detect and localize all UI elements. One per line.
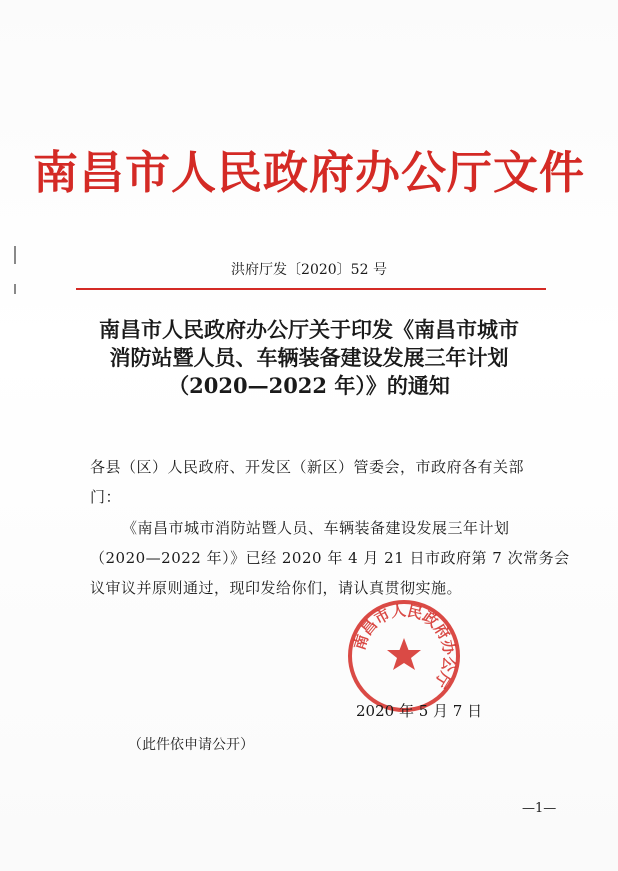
- notice-title-line: 消防站暨人员、车辆装备建设发展三年计划: [109, 345, 509, 370]
- notice-title-line: （2020—2022 年）》的通知: [168, 373, 450, 398]
- body-paragraph-line: 议审议并原则通过，现印发给你们，请认真贯彻实施。: [90, 579, 463, 597]
- recipients-line: 各县（区）人民政府、开发区（新区）管委会，市政府各有关部: [90, 458, 525, 476]
- red-separator-line: [76, 288, 546, 290]
- public-disclosure-note: （此件依申请公开）: [128, 737, 254, 753]
- page-number: —1—: [522, 801, 557, 816]
- seal-star-icon: [387, 638, 421, 670]
- svg-text:南昌市人民政府办公厅: 南昌市人民政府办公厅: [350, 601, 459, 691]
- body-paragraph-line: 《南昌市城市消防站暨人员、车辆装备建设发展三年计划: [122, 519, 510, 537]
- document-header-title: 南昌市人民政府办公厅文件: [32, 146, 585, 199]
- binding-mark: [14, 284, 16, 294]
- body-paragraph-line: （2020—2022 年）》已经 2020 年 4 月 21 日市政府第 7 次常务会: [90, 549, 570, 567]
- notice-title-line: 南昌市人民政府办公厅关于印发《南昌市城市: [99, 317, 519, 342]
- recipients-line: 门：: [90, 488, 122, 506]
- notice-title: [0, 316, 618, 400]
- document-date: 2020 年 5 月 7 日: [356, 702, 483, 720]
- document-number: 洪府厅发〔2020〕52 号: [231, 262, 387, 278]
- official-seal: [346, 598, 462, 714]
